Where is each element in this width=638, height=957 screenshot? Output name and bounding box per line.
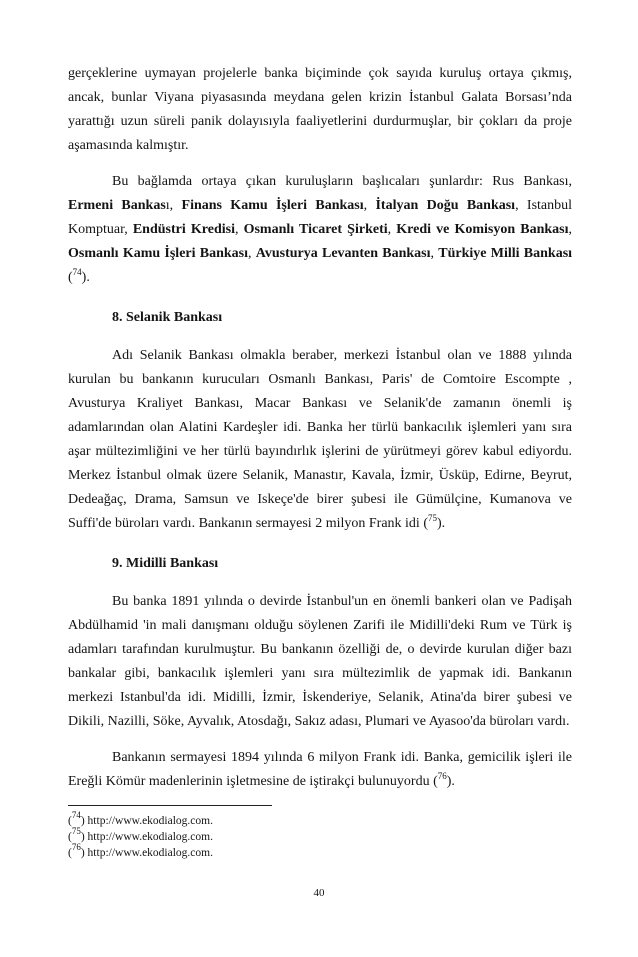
bank-name-avusturya: Avusturya Levanten Bankası (255, 246, 431, 261)
bank-name-endustri: Endüstri Kredisi (132, 222, 235, 237)
intro-paragraph-1: gerçeklerine uymayan projelerle banka biçiminde çok sayıda kuruluş ortaya çıkmış, ancak, bunlar Viyana piyasasında meydana gelen krizin İstanbul Galata Borsası’nda yarattığı uzun süreli panik dolayısıyla faaliyetlerini durdurmuşlar, bir çokları da proje aşamasında kalmıştır. (68, 66, 572, 153)
bank-name-italyan: İtalyan Doğu Bankası (375, 198, 516, 213)
bank-name-osmanli-kamu: Osmanlı Kamu İşleri Bankası (68, 246, 249, 261)
footnote-paren: ( (68, 847, 72, 859)
footnote-ref-75[interactable]: 75 (427, 513, 437, 523)
separator-text: , (387, 222, 397, 237)
footnote-paren: ( (68, 831, 72, 843)
separator-text: , (363, 198, 376, 213)
section-heading-midilli: 9. Midilli Bankası (112, 556, 219, 571)
separator-text: , Istanbul Komptuar, (68, 198, 573, 237)
page-number: 40 (313, 887, 325, 899)
footnote-link[interactable]: ) http://www.ekodialog.com. (80, 815, 213, 827)
footnote-divider (68, 805, 272, 806)
separator-text: , (234, 222, 244, 237)
footnote-76 (68, 842, 368, 861)
main-text (68, 62, 572, 794)
footnote-75 (68, 826, 368, 845)
ref-paren: ). (436, 516, 446, 531)
separator-text: , (430, 246, 439, 261)
intro-paragraph-2 (68, 170, 572, 290)
footnote-number: 74 (71, 810, 81, 820)
bank-name-finans: Finans Kamu İşleri Bankası (181, 198, 364, 213)
selanik-text: Adı Selanik Bankası olmakla beraber, merkezi İstanbul olan ve 1888 yılında kurulan bu bankanın kurucuları Osmanlı Bankası, Paris' de Comtoire Escompte , Avusturya Kraliyet Bankası, Macar Bankası ve Selanik'de zamanın önemli iş adamlarından olan Alatini Kardeşler idi. Banka her türlü bankacılık işlemleri yanı sıra aşar mültezimliğini ve her türlü bayındırlık işlerini de yürütmeyi görev kabul ediyordu. Merkez İstanbul olmak üzere Selanik, Manastır, Kavala, İzmir, Üsküp, Edirne, Beyrut, Dedeağaç, Drama, Samsun ve Iskeçe'de birer şubesi ile Gümülçine, Kumanova ve Suffi'de büroları vardı. Bankanın sermayesi 2 milyon Frank idi (68, 348, 572, 531)
separator-text: , (248, 246, 256, 261)
section-heading-selanik: 8. Selanik Bankası (112, 310, 223, 325)
midilli-text-2: Bankanın sermayesi 1894 yılında 6 milyon Frank idi. Banka, gemicilik işleri ile Ereğli Kömür madenlerinin işletmesine de iştirakçi bulunuyordu (68, 750, 572, 789)
footnote-number: 76 (71, 842, 81, 852)
footnote-paren: ( (68, 815, 72, 827)
bank-name-ermeni: Ermeni Bankas (68, 198, 166, 213)
ref-paren: ( (419, 516, 428, 531)
midilli-paragraph-1: Bu banka 1891 yılında o devirde İstanbul'un en önemli bankeri olan ve Padişah Abdülhamid 'in mali danışmanı olduğu söylenen Zarifi ile Midilli'deki Rum ve Türk iş adamları tarafından kurulmuştur. Bu bankanın özelliği de, o devirde kurulan diğer bazı bankalar gibi, bankacılık işlemleri yanı sıra mültezimlik de yapmak idi. Bankanın merkezi Istanbul'da idi. Midilli, İzmir, İskenderiye, Selanik, Atina'da birer şubesi ve Dikili, Nazilli, Söke, Ayvalık, Atosdağı, Sakız adası, Plumari ve Ayasoo'da büroları vardı. (68, 594, 572, 729)
footnote-74 (68, 810, 368, 829)
footnotes (68, 810, 368, 861)
footnote-number: 75 (71, 826, 81, 836)
footnote-ref-76[interactable]: 76 (437, 771, 447, 781)
ref-paren: ( (429, 774, 438, 789)
footnote-link[interactable]: ) http://www.ekodialog.com. (80, 847, 213, 859)
ref-paren: ( (68, 270, 73, 285)
bank-name-osmanli-ticaret: Osmanlı Ticaret Şirketi (243, 222, 388, 237)
footnote-ref-74[interactable]: 74 (72, 267, 82, 277)
bank-name-kredi-komisyon: Kredi ve Komisyon Bankası (396, 222, 569, 237)
separator-text: , (568, 222, 572, 237)
midilli-paragraph-2 (68, 746, 572, 794)
ref-paren: ). (81, 270, 90, 285)
separator-text: ı, (165, 198, 182, 213)
bank-name-turkiye-milli: Türkiye Milli Bankası (438, 246, 573, 261)
ref-paren: ). (446, 774, 455, 789)
intro-lead: Bu bağlamda ortaya çıkan kuruluşların başlıcaları şunlardır: Rus Bankası, (112, 174, 572, 189)
selanik-paragraph (68, 344, 572, 536)
footnote-link[interactable]: ) http://www.ekodialog.com. (80, 831, 213, 843)
